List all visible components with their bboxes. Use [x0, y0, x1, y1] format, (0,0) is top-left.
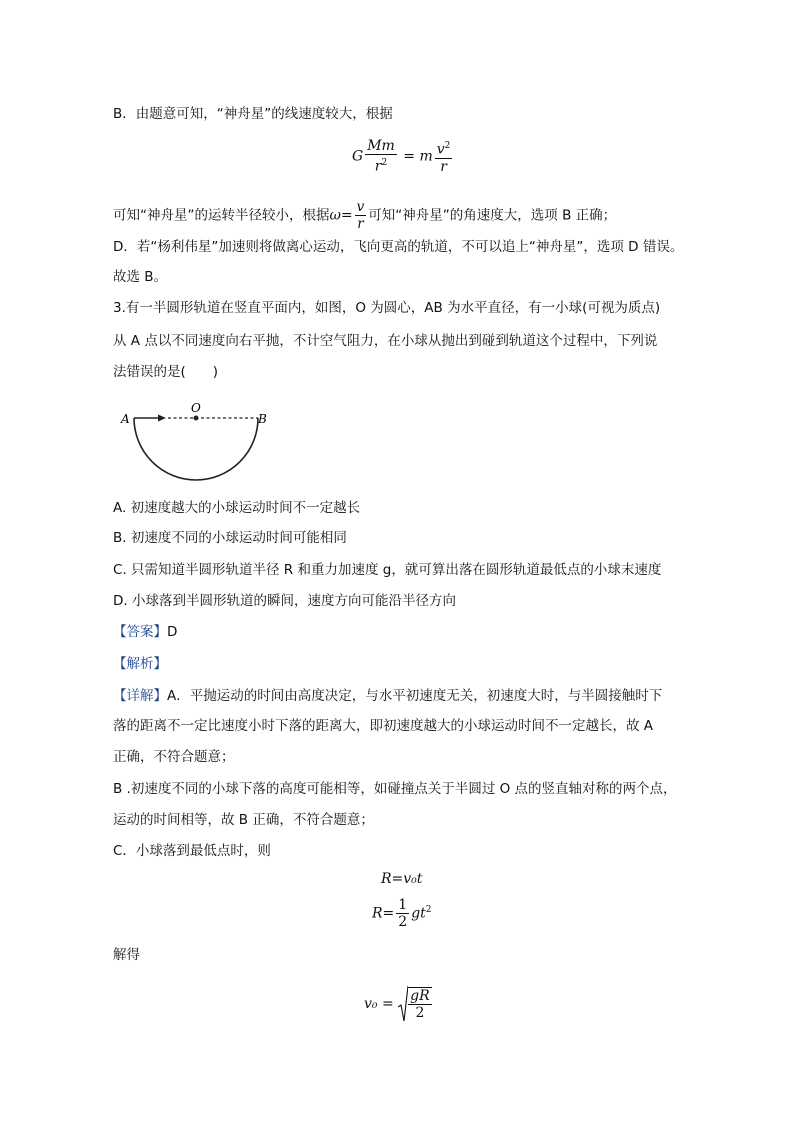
fraction-v-r: $\frac{v}{r}$ — [356, 199, 365, 232]
formula-v0-sqrt: v₀ = $\frac{gR}{2}$ — [364, 985, 434, 1023]
question-3-line-3: 法错误的是( ) — [113, 364, 219, 380]
detail-line-6: C．小球落到最低点时，则 — [113, 843, 271, 859]
option-b: B. 初速度不同的小球运动时间可能相同 — [113, 530, 347, 546]
label-o: O — [191, 401, 201, 415]
analysis-tag: 【解析】 — [113, 656, 167, 672]
option-d: D. 小球落到半圆形轨道的瞬间，速度方向可能沿半径方向 — [113, 593, 456, 609]
option-b-conclusion: 可知“神舟星”的运转半径较小，根据ω= $\frac{v}{r}$ 可知“神舟星”的角速度大，选项 B 正确； — [113, 199, 617, 232]
label-a: A — [121, 412, 130, 426]
solve-line: 解得 — [113, 947, 140, 963]
sqrt-expression: $\frac{gR}{2}$ — [398, 985, 434, 1023]
formula-g: G — [352, 148, 364, 165]
omega-formula: ω= — [329, 207, 353, 224]
detail-line-4: B .初速度不同的小球下落的高度可能相等，如碰撞点关于半圆过 O 点的竖直轴对称的两个点， — [113, 781, 677, 797]
label-b: B — [258, 412, 267, 426]
option-c: C. 只需知道半圆形轨道半径 R 和重力加速度 g，就可算出落在圆形轨道最低点的小球末速度 — [113, 562, 662, 578]
sqrt-sign — [398, 985, 408, 1023]
option-d-explanation: D．若“杨利伟星”加速则将做离心运动，飞向更高的轨道，不可以追上“神舟星”，选项 D 错误。 — [113, 239, 684, 255]
answer-value: D — [167, 624, 178, 640]
choose-line: 故选 B。 — [113, 269, 168, 285]
arrow-head — [158, 415, 166, 422]
detail-line-1: 【详解】A．平抛运动的时间由高度决定，与水平初速度无关，初速度大时，与半圆接触时下 — [113, 688, 663, 704]
detail-tag: 【详解】 — [113, 688, 167, 704]
semicircle-track — [134, 418, 258, 480]
answer-tag: 【答案】 — [113, 624, 167, 640]
question-3-line-2: 从 A 点以不同速度向右平抛，不计空气阻力，在小球从抛出到碰到轨道这个过程中，下列说 — [113, 333, 658, 349]
fraction-mm-r2: $\frac{Mm}{r^2}$ — [367, 138, 395, 175]
fraction-v2-r: $\frac{v^2}{r}$ — [435, 138, 453, 175]
semicircle-track-figure — [118, 398, 278, 493]
option-b-explanation: B．由题意可知，“神舟星”的线速度较大，根据 — [113, 106, 393, 122]
question-3-line-1: 3.有一半圆形轨道在竖直平面内，如图，O 为圆心，AB 为水平直径，有一小球(可视为质点) — [113, 300, 661, 316]
detail-line-5: 运动的时间相等，故 B 正确，不符合题意； — [113, 812, 374, 828]
formula-equals-m: = m — [398, 148, 433, 165]
gravity-formula — [352, 138, 454, 175]
center-dot — [194, 416, 199, 421]
detail-line-3: 正确，不符合题意； — [113, 749, 235, 765]
formula-r-v0t: R=v₀t — [381, 871, 423, 887]
detail-line-2: 落的距离不一定比速度小时下落的距离大，即初速度越大的小球运动时间不一定越长，故 A — [113, 718, 654, 734]
option-a: A. 初速度越大的小球运动时间不一定越长 — [113, 500, 361, 516]
answer-line — [113, 622, 177, 642]
formula-r-half-gt2: R= $\frac{1}{2}$ $gt^2$ — [372, 897, 432, 930]
